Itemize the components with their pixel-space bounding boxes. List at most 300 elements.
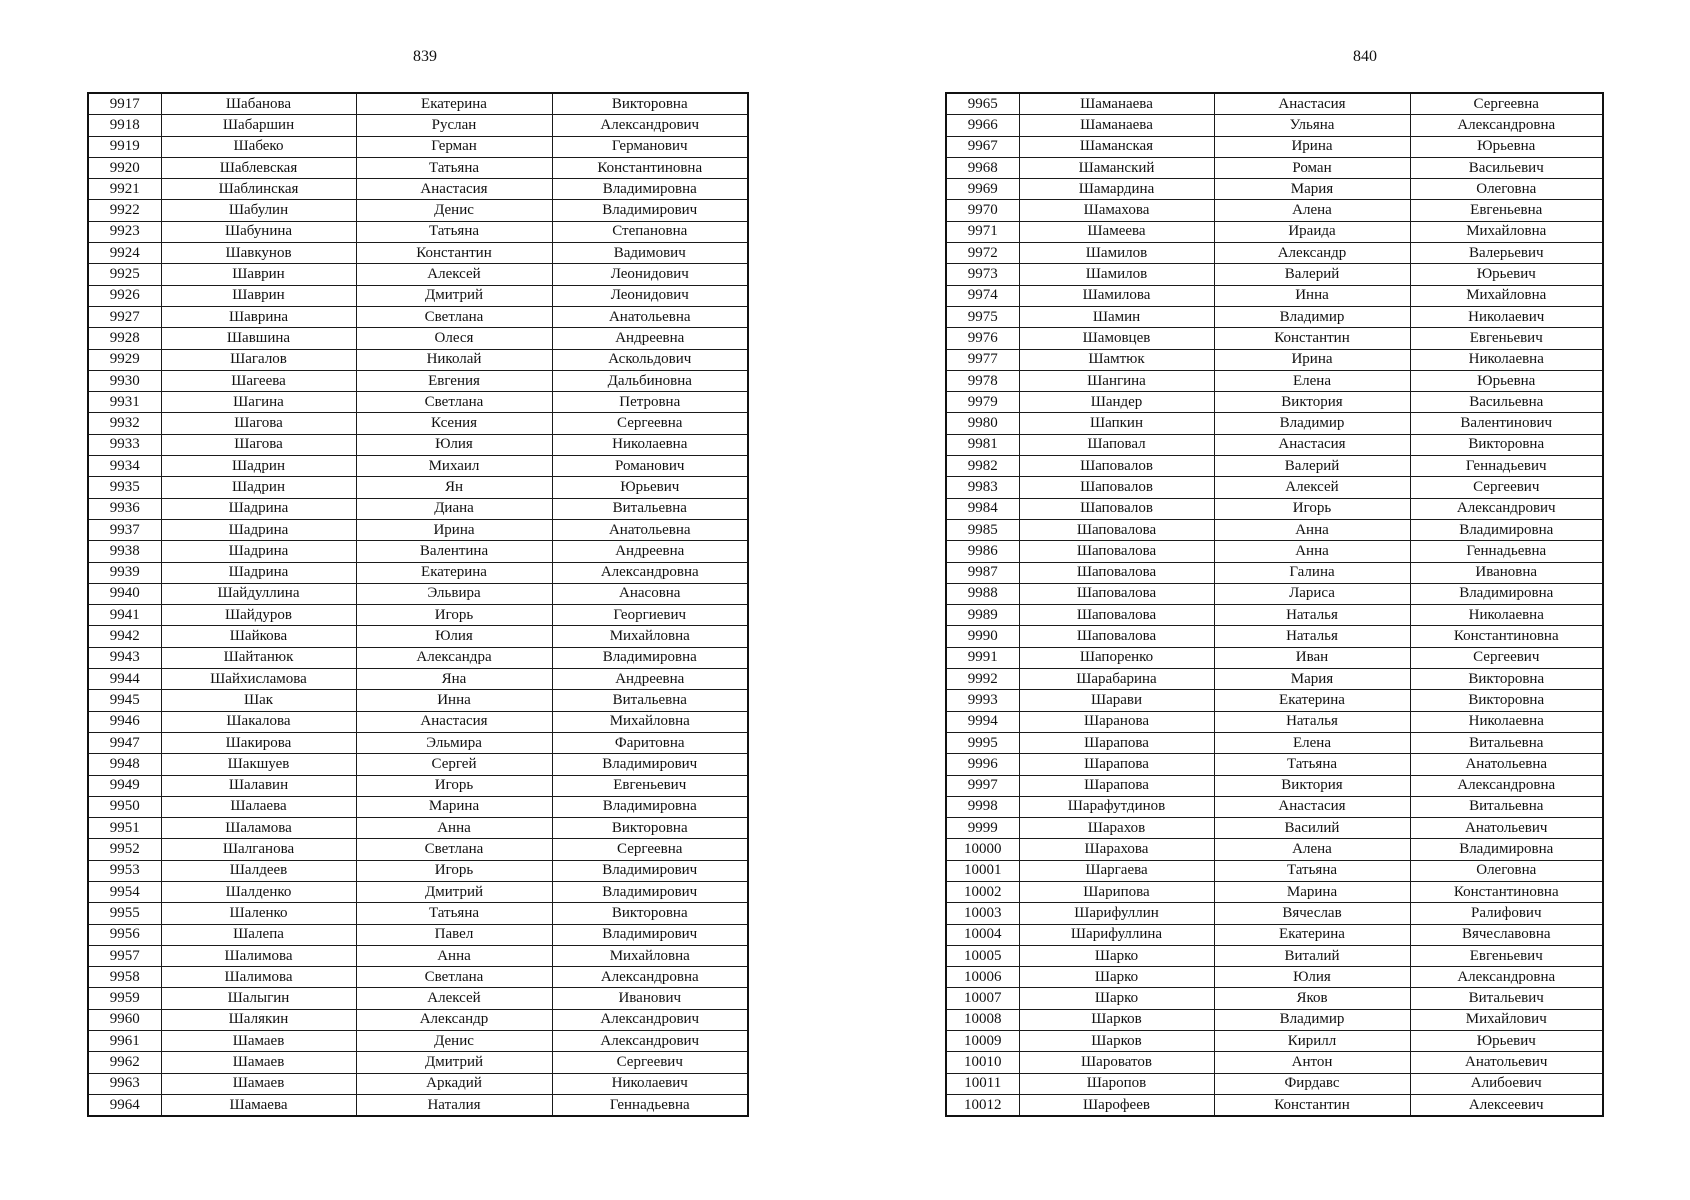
- patronymic-cell: Анатольевич: [1410, 818, 1603, 839]
- first-name-cell: Герман: [356, 136, 552, 157]
- patronymic-cell: Константиновна: [1410, 881, 1603, 902]
- last-name-cell: Шамилов: [1019, 243, 1214, 264]
- table-row: [946, 754, 1603, 775]
- table-row: [88, 306, 748, 327]
- first-name-cell: Екатерина: [1214, 924, 1410, 945]
- row-number-cell: 10009: [946, 1031, 1019, 1052]
- patronymic-cell: Владимирович: [552, 754, 748, 775]
- patronymic-cell: Михайлович: [1410, 1009, 1603, 1030]
- first-name-cell: Татьяна: [356, 157, 552, 178]
- first-name-cell: Татьяна: [356, 221, 552, 242]
- last-name-cell: Шарапова: [1019, 775, 1214, 796]
- patronymic-cell: Николаевна: [1410, 605, 1603, 626]
- row-number-cell: 9992: [946, 669, 1019, 690]
- row-number-cell: 9957: [88, 945, 161, 966]
- table-row: [88, 413, 748, 434]
- first-name-cell: Владимир: [1214, 413, 1410, 434]
- last-name-cell: Шайкова: [161, 626, 356, 647]
- table-row: [946, 796, 1603, 817]
- row-number-cell: 9980: [946, 413, 1019, 434]
- row-number-cell: 9943: [88, 647, 161, 668]
- row-number-cell: 9930: [88, 370, 161, 391]
- table-row: [88, 626, 748, 647]
- table-row: [946, 881, 1603, 902]
- patronymic-cell: Михайловна: [552, 945, 748, 966]
- last-name-cell: Шакирова: [161, 732, 356, 753]
- patronymic-cell: Аскольдович: [552, 349, 748, 370]
- table-row: [88, 796, 748, 817]
- patronymic-cell: Викторовна: [552, 93, 748, 115]
- last-name-cell: Шангина: [1019, 370, 1214, 391]
- table-row: [88, 434, 748, 455]
- table-row: [88, 967, 748, 988]
- first-name-cell: Анна: [1214, 519, 1410, 540]
- first-name-cell: Юлия: [356, 434, 552, 455]
- row-number-cell: 9950: [88, 796, 161, 817]
- first-name-cell: Константин: [1214, 1094, 1410, 1116]
- last-name-cell: Шаповалова: [1019, 583, 1214, 604]
- last-name-cell: Шарофеев: [1019, 1094, 1214, 1116]
- row-number-cell: 9946: [88, 711, 161, 732]
- roster-body: [88, 93, 748, 1116]
- first-name-cell: Галина: [1214, 562, 1410, 583]
- row-number-cell: 9978: [946, 370, 1019, 391]
- row-number-cell: 9932: [88, 413, 161, 434]
- table-row: [88, 754, 748, 775]
- last-name-cell: Шадрин: [161, 456, 356, 477]
- first-name-cell: Светлана: [356, 839, 552, 860]
- first-name-cell: Дмитрий: [356, 1052, 552, 1073]
- table-row: [88, 1009, 748, 1030]
- patronymic-cell: Владимировна: [552, 647, 748, 668]
- last-name-cell: Шадрина: [161, 562, 356, 583]
- row-number-cell: 9965: [946, 93, 1019, 115]
- row-number-cell: 9981: [946, 434, 1019, 455]
- row-number-cell: 9977: [946, 349, 1019, 370]
- patronymic-cell: Дальбиновна: [552, 370, 748, 391]
- first-name-cell: Алексей: [1214, 477, 1410, 498]
- patronymic-cell: Вадимович: [552, 243, 748, 264]
- first-name-cell: Яна: [356, 669, 552, 690]
- row-number-cell: 9945: [88, 690, 161, 711]
- patronymic-cell: Александрович: [1410, 498, 1603, 519]
- table-row: [88, 200, 748, 221]
- table-row: [946, 264, 1603, 285]
- table-row: [88, 221, 748, 242]
- patronymic-cell: Николаевна: [552, 434, 748, 455]
- patronymic-cell: Владимировна: [1410, 583, 1603, 604]
- first-name-cell: Виктория: [1214, 775, 1410, 796]
- patronymic-cell: Андреевна: [552, 669, 748, 690]
- patronymic-cell: Александровна: [1410, 115, 1603, 136]
- last-name-cell: Шамаева: [161, 1094, 356, 1116]
- patronymic-cell: Михайловна: [1410, 285, 1603, 306]
- table-row: [946, 243, 1603, 264]
- row-number-cell: 9931: [88, 392, 161, 413]
- first-name-cell: Игорь: [1214, 498, 1410, 519]
- table-row: [88, 881, 748, 902]
- row-number-cell: 9925: [88, 264, 161, 285]
- last-name-cell: Шандер: [1019, 392, 1214, 413]
- table-row: [946, 434, 1603, 455]
- first-name-cell: Игорь: [356, 860, 552, 881]
- row-number-cell: 10003: [946, 903, 1019, 924]
- row-number-cell: 10006: [946, 967, 1019, 988]
- table-row: [946, 690, 1603, 711]
- table-row: [88, 456, 748, 477]
- table-row: [946, 945, 1603, 966]
- table-row: [88, 1052, 748, 1073]
- first-name-cell: Екатерина: [356, 93, 552, 115]
- last-name-cell: Шаповалова: [1019, 626, 1214, 647]
- patronymic-cell: Анасовна: [552, 583, 748, 604]
- last-name-cell: Шадрина: [161, 519, 356, 540]
- first-name-cell: Вячеслав: [1214, 903, 1410, 924]
- row-number-cell: 9941: [88, 605, 161, 626]
- patronymic-cell: Александровна: [1410, 775, 1603, 796]
- last-name-cell: Шамилов: [1019, 264, 1214, 285]
- row-number-cell: 9964: [88, 1094, 161, 1116]
- patronymic-cell: Валерьевич: [1410, 243, 1603, 264]
- table-row: [946, 370, 1603, 391]
- last-name-cell: Шарапова: [1019, 732, 1214, 753]
- row-number-cell: 9942: [88, 626, 161, 647]
- first-name-cell: Яков: [1214, 988, 1410, 1009]
- patronymic-cell: Степановна: [552, 221, 748, 242]
- row-number-cell: 9966: [946, 115, 1019, 136]
- patronymic-cell: Геннадьевна: [1410, 541, 1603, 562]
- first-name-cell: Мария: [1214, 669, 1410, 690]
- last-name-cell: Шаманский: [1019, 157, 1214, 178]
- roster-body: [946, 93, 1603, 1116]
- table-row: [88, 903, 748, 924]
- row-number-cell: 9991: [946, 647, 1019, 668]
- last-name-cell: Шагалов: [161, 349, 356, 370]
- first-name-cell: Руслан: [356, 115, 552, 136]
- patronymic-cell: Анатольевна: [1410, 754, 1603, 775]
- table-row: [946, 456, 1603, 477]
- last-name-cell: Шарахов: [1019, 818, 1214, 839]
- table-row: [946, 839, 1603, 860]
- last-name-cell: Шаропов: [1019, 1073, 1214, 1094]
- last-name-cell: Шалаева: [161, 796, 356, 817]
- last-name-cell: Шаповалова: [1019, 519, 1214, 540]
- row-number-cell: 9971: [946, 221, 1019, 242]
- first-name-cell: Светлана: [356, 392, 552, 413]
- page-number: 840: [1353, 48, 1377, 65]
- row-number-cell: 9961: [88, 1031, 161, 1052]
- patronymic-cell: Михайловна: [1410, 221, 1603, 242]
- patronymic-cell: Олеговна: [1410, 860, 1603, 881]
- first-name-cell: Ирина: [1214, 349, 1410, 370]
- last-name-cell: Шаблинская: [161, 179, 356, 200]
- last-name-cell: Шаргаева: [1019, 860, 1214, 881]
- table-row: [946, 306, 1603, 327]
- table-row: [88, 498, 748, 519]
- first-name-cell: Анастасия: [356, 179, 552, 200]
- first-name-cell: Константин: [1214, 328, 1410, 349]
- first-name-cell: Марина: [356, 796, 552, 817]
- patronymic-cell: Александрович: [552, 1031, 748, 1052]
- last-name-cell: Шабеко: [161, 136, 356, 157]
- table-row: [88, 647, 748, 668]
- row-number-cell: 10000: [946, 839, 1019, 860]
- table-row: [88, 605, 748, 626]
- row-number-cell: 9982: [946, 456, 1019, 477]
- first-name-cell: Аркадий: [356, 1073, 552, 1094]
- patronymic-cell: Алексеевич: [1410, 1094, 1603, 1116]
- roster-table: [945, 92, 1604, 1117]
- first-name-cell: Александр: [1214, 243, 1410, 264]
- last-name-cell: Шаламова: [161, 818, 356, 839]
- patronymic-cell: Александровна: [1410, 967, 1603, 988]
- last-name-cell: Шалимова: [161, 967, 356, 988]
- first-name-cell: Ираида: [1214, 221, 1410, 242]
- last-name-cell: Шалыгин: [161, 988, 356, 1009]
- first-name-cell: Ирина: [356, 519, 552, 540]
- table-row: [88, 93, 748, 115]
- table-row: [88, 285, 748, 306]
- row-number-cell: 9975: [946, 306, 1019, 327]
- first-name-cell: Фирдавс: [1214, 1073, 1410, 1094]
- row-number-cell: 9985: [946, 519, 1019, 540]
- table-row: [88, 711, 748, 732]
- row-number-cell: 9990: [946, 626, 1019, 647]
- last-name-cell: Шаленко: [161, 903, 356, 924]
- table-row: [88, 945, 748, 966]
- first-name-cell: Валентина: [356, 541, 552, 562]
- first-name-cell: Владимир: [1214, 306, 1410, 327]
- row-number-cell: 9967: [946, 136, 1019, 157]
- roster-table: [87, 92, 749, 1117]
- last-name-cell: Шагеева: [161, 370, 356, 391]
- first-name-cell: Денис: [356, 1031, 552, 1052]
- table-row: [88, 328, 748, 349]
- first-name-cell: Александра: [356, 647, 552, 668]
- patronymic-cell: Леонидович: [552, 264, 748, 285]
- row-number-cell: 9937: [88, 519, 161, 540]
- last-name-cell: Шаврина: [161, 306, 356, 327]
- last-name-cell: Шарифуллин: [1019, 903, 1214, 924]
- row-number-cell: 9933: [88, 434, 161, 455]
- table-row: [946, 647, 1603, 668]
- table-row: [946, 392, 1603, 413]
- first-name-cell: Ян: [356, 477, 552, 498]
- row-number-cell: 9939: [88, 562, 161, 583]
- first-name-cell: Евгения: [356, 370, 552, 391]
- last-name-cell: Шалепа: [161, 924, 356, 945]
- last-name-cell: Шарахова: [1019, 839, 1214, 860]
- patronymic-cell: Владимирович: [552, 924, 748, 945]
- first-name-cell: Дмитрий: [356, 285, 552, 306]
- last-name-cell: Шарков: [1019, 1031, 1214, 1052]
- first-name-cell: Ксения: [356, 413, 552, 434]
- last-name-cell: Шамаев: [161, 1073, 356, 1094]
- patronymic-cell: Евгеньевич: [1410, 945, 1603, 966]
- table-row: [88, 775, 748, 796]
- last-name-cell: Шакшуев: [161, 754, 356, 775]
- row-number-cell: 10004: [946, 924, 1019, 945]
- last-name-cell: Шаманаева: [1019, 115, 1214, 136]
- first-name-cell: Кирилл: [1214, 1031, 1410, 1052]
- last-name-cell: Шаповалов: [1019, 498, 1214, 519]
- row-number-cell: 9959: [88, 988, 161, 1009]
- patronymic-cell: Анатольевна: [552, 306, 748, 327]
- table-row: [946, 157, 1603, 178]
- patronymic-cell: Сергеевич: [552, 1052, 748, 1073]
- table-row: [88, 690, 748, 711]
- first-name-cell: Сергей: [356, 754, 552, 775]
- first-name-cell: Дмитрий: [356, 881, 552, 902]
- first-name-cell: Диана: [356, 498, 552, 519]
- row-number-cell: 9979: [946, 392, 1019, 413]
- first-name-cell: Олеся: [356, 328, 552, 349]
- first-name-cell: Елена: [1214, 732, 1410, 753]
- table-row: [88, 392, 748, 413]
- last-name-cell: Шамардина: [1019, 179, 1214, 200]
- first-name-cell: Татьяна: [356, 903, 552, 924]
- table-row: [88, 1094, 748, 1116]
- last-name-cell: Шабунина: [161, 221, 356, 242]
- first-name-cell: Анастасия: [1214, 93, 1410, 115]
- first-name-cell: Виктория: [1214, 392, 1410, 413]
- first-name-cell: Светлана: [356, 967, 552, 988]
- row-number-cell: 10011: [946, 1073, 1019, 1094]
- last-name-cell: Шамеева: [1019, 221, 1214, 242]
- row-number-cell: 9952: [88, 839, 161, 860]
- last-name-cell: Шаповалов: [1019, 477, 1214, 498]
- row-number-cell: 9956: [88, 924, 161, 945]
- last-name-cell: Шаповалова: [1019, 562, 1214, 583]
- last-name-cell: Шавшина: [161, 328, 356, 349]
- first-name-cell: Иван: [1214, 647, 1410, 668]
- patronymic-cell: Андреевна: [552, 541, 748, 562]
- patronymic-cell: Юрьевич: [552, 477, 748, 498]
- last-name-cell: Шабулин: [161, 200, 356, 221]
- row-number-cell: 9998: [946, 796, 1019, 817]
- first-name-cell: Ирина: [1214, 136, 1410, 157]
- table-row: [88, 924, 748, 945]
- table-row: [88, 115, 748, 136]
- patronymic-cell: Николаевич: [1410, 306, 1603, 327]
- table-row: [946, 1094, 1603, 1116]
- table-row: [946, 328, 1603, 349]
- patronymic-cell: Юрьевич: [1410, 1031, 1603, 1052]
- patronymic-cell: Викторовна: [1410, 669, 1603, 690]
- table-row: [946, 285, 1603, 306]
- first-name-cell: Наталья: [1214, 711, 1410, 732]
- row-number-cell: 9949: [88, 775, 161, 796]
- first-name-cell: Игорь: [356, 775, 552, 796]
- table-row: [88, 562, 748, 583]
- last-name-cell: Шайхисламова: [161, 669, 356, 690]
- first-name-cell: Инна: [356, 690, 552, 711]
- last-name-cell: Шамилова: [1019, 285, 1214, 306]
- table-row: [946, 818, 1603, 839]
- row-number-cell: 9969: [946, 179, 1019, 200]
- first-name-cell: Светлана: [356, 306, 552, 327]
- table-row: [946, 732, 1603, 753]
- patronymic-cell: Фаритовна: [552, 732, 748, 753]
- table-row: [946, 626, 1603, 647]
- first-name-cell: Владимир: [1214, 1009, 1410, 1030]
- last-name-cell: Шаврин: [161, 285, 356, 306]
- row-number-cell: 9919: [88, 136, 161, 157]
- table-row: [946, 519, 1603, 540]
- table-row: [88, 988, 748, 1009]
- table-row: [946, 93, 1603, 115]
- first-name-cell: Татьяна: [1214, 754, 1410, 775]
- table-row: [946, 967, 1603, 988]
- row-number-cell: 10002: [946, 881, 1019, 902]
- patronymic-cell: Евгеньевна: [1410, 200, 1603, 221]
- row-number-cell: 9960: [88, 1009, 161, 1030]
- first-name-cell: Анастасия: [356, 711, 552, 732]
- table-row: [946, 903, 1603, 924]
- first-name-cell: Павел: [356, 924, 552, 945]
- table-row: [88, 370, 748, 391]
- last-name-cell: Шамовцев: [1019, 328, 1214, 349]
- last-name-cell: Шарабарина: [1019, 669, 1214, 690]
- table-row: [946, 200, 1603, 221]
- patronymic-cell: Валентинович: [1410, 413, 1603, 434]
- first-name-cell: Анастасия: [1214, 434, 1410, 455]
- first-name-cell: Екатерина: [356, 562, 552, 583]
- patronymic-cell: Константиновна: [1410, 626, 1603, 647]
- row-number-cell: 9955: [88, 903, 161, 924]
- table-row: [946, 115, 1603, 136]
- row-number-cell: 10007: [946, 988, 1019, 1009]
- row-number-cell: 9951: [88, 818, 161, 839]
- last-name-cell: Шайдуров: [161, 605, 356, 626]
- patronymic-cell: Викторовна: [552, 903, 748, 924]
- last-name-cell: Шалимова: [161, 945, 356, 966]
- last-name-cell: Шадрина: [161, 541, 356, 562]
- last-name-cell: Шайтанюк: [161, 647, 356, 668]
- first-name-cell: Наталья: [1214, 626, 1410, 647]
- last-name-cell: Шакалова: [161, 711, 356, 732]
- last-name-cell: Шагова: [161, 413, 356, 434]
- row-number-cell: 9928: [88, 328, 161, 349]
- table-row: [88, 1031, 748, 1052]
- table-row: [88, 519, 748, 540]
- row-number-cell: 9993: [946, 690, 1019, 711]
- first-name-cell: Наталья: [1214, 605, 1410, 626]
- row-number-cell: 9926: [88, 285, 161, 306]
- table-row: [946, 179, 1603, 200]
- last-name-cell: Шаманская: [1019, 136, 1214, 157]
- row-number-cell: 9973: [946, 264, 1019, 285]
- row-number-cell: 9922: [88, 200, 161, 221]
- row-number-cell: 9944: [88, 669, 161, 690]
- last-name-cell: Шалдеев: [161, 860, 356, 881]
- row-number-cell: 9947: [88, 732, 161, 753]
- patronymic-cell: Витальевна: [552, 690, 748, 711]
- last-name-cell: Шапкин: [1019, 413, 1214, 434]
- row-number-cell: 9936: [88, 498, 161, 519]
- last-name-cell: Шалякин: [161, 1009, 356, 1030]
- last-name-cell: Шаповалова: [1019, 605, 1214, 626]
- table-row: [946, 136, 1603, 157]
- row-number-cell: 10008: [946, 1009, 1019, 1030]
- last-name-cell: Шароватов: [1019, 1052, 1214, 1073]
- patronymic-cell: Владимировна: [552, 796, 748, 817]
- last-name-cell: Шаврин: [161, 264, 356, 285]
- last-name-cell: Шарапова: [1019, 754, 1214, 775]
- last-name-cell: Шамтюк: [1019, 349, 1214, 370]
- first-name-cell: Роман: [1214, 157, 1410, 178]
- row-number-cell: 10010: [946, 1052, 1019, 1073]
